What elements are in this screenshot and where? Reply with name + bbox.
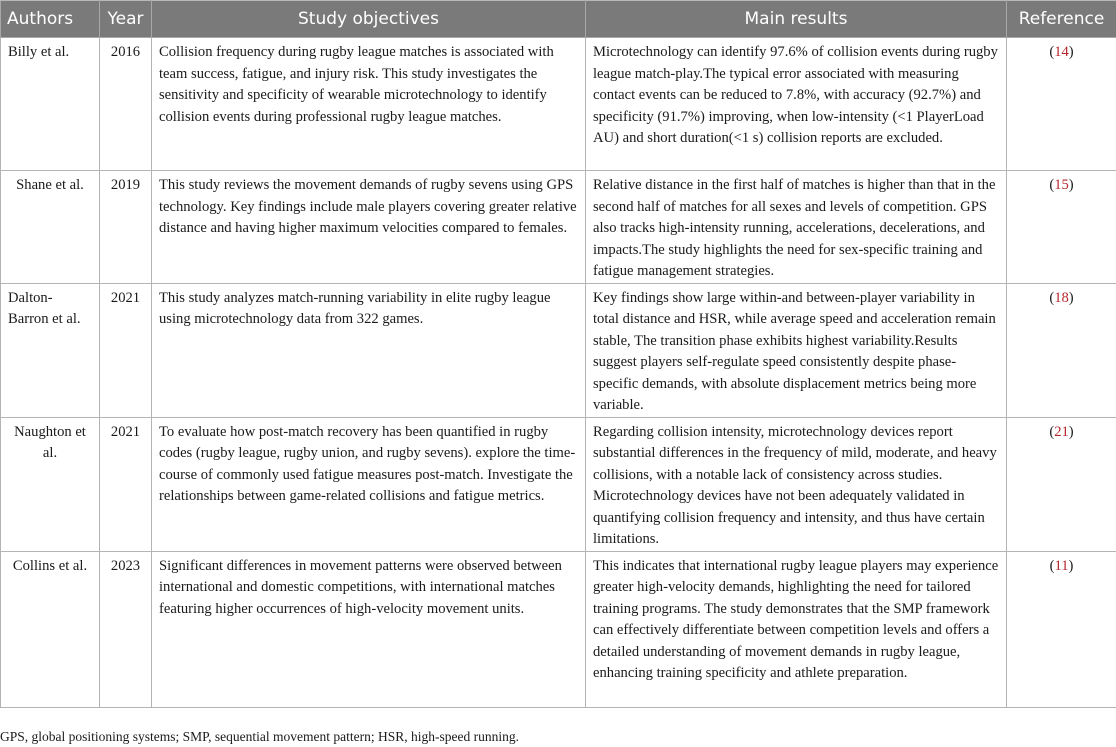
cell-year: 2016: [100, 38, 152, 171]
cell-results: Relative distance in the first half of matches is higher than that in the second half of matches for all sexes and levels of competition. GPS also tracks high-intensity running, accelerations, decelerations, and impacts.The study highlights the need for sex-specific training and fatigue management strategies.: [586, 171, 1007, 284]
table-header-row: [1, 1, 1116, 38]
cell-objectives: This study reviews the movement demands of rugby sevens using GPS technology. Key findings include male players covering greater relative distance and having higher maximum velocities compared to females.: [152, 171, 586, 284]
cell-objectives: To evaluate how post-match recovery has been quantified in rugby codes (rugby league, rugby union, and rugby sevens). explore the time-course of commonly used fatigue measures post-match. Investigate the relationships between game-related collisions and fatigue metrics.: [152, 417, 586, 551]
header-authors: Authors: [1, 1, 100, 38]
header-study-objectives: Study objectives: [152, 1, 586, 38]
cell-authors: Naughton et al.: [1, 417, 100, 551]
cell-year: 2019: [100, 171, 152, 284]
table-footnote: GPS, global positioning systems; SMP, sequential movement pattern; HSR, high-speed running.: [0, 729, 519, 744]
table-row: [1, 38, 1116, 171]
reference-link[interactable]: 18: [1054, 289, 1069, 306]
cell-authors: Shane et al.: [1, 171, 100, 284]
cell-authors: Dalton-Barron et al.: [1, 283, 100, 417]
cell-results: Regarding collision intensity, microtechnology devices report substantial differences in the frequency of mild, moderate, and heavy collisions, with a notable lack of consistency across studies. Microtechnology devices have not been adequately validated in quantifying collision frequency and intensity, and thus have certain limitations.: [586, 417, 1007, 551]
cell-results: This indicates that international rugby league players may experience greater high-velocity demands, highlighting the need for tailored training programs. The study demonstrates that the SMP framework can effectively differentiate between competition levels and offers a detailed understanding of movement demands in rugby league, enhancing training specificity and athlete preparation.: [586, 551, 1007, 707]
cell-year: 2021: [100, 283, 152, 417]
header-reference: Reference: [1007, 1, 1116, 38]
header-year: Year: [100, 1, 152, 38]
cell-reference: (11): [1007, 551, 1116, 707]
table-row: [1, 283, 1116, 417]
header-main-results: Main results: [586, 1, 1007, 38]
cell-results: Key findings show large within-and between-player variability in total distance and HSR, while average speed and acceleration remain stable, The transition phase exhibits highest variability.Results suggest players self-regulate speed consistently despite phase-specific demands, with absolute displacement metrics being more variable.: [586, 283, 1007, 417]
cell-objectives: Significant differences in movement patterns were observed between international and domestic competitions, with international matches featuring higher occurrences of high-velocity movement units.: [152, 551, 586, 707]
table-row: [1, 417, 1116, 551]
cell-objectives: This study analyzes match-running variability in elite rugby league using microtechnology data from 322 games.: [152, 283, 586, 417]
table-row: [1, 551, 1116, 707]
cell-results: Microtechnology can identify 97.6% of collision events during rugby league match-play.The typical error associated with measuring contact events can be reduced to 7.8%, with accuracy (92.7%) and specificity (91.7%) improving, when low-intensity (<1 PlayerLoad AU) and short duration(<1 s) collision reports are excluded.: [586, 38, 1007, 171]
reference-link[interactable]: 14: [1054, 44, 1069, 60]
cell-year: 2021: [100, 417, 152, 551]
cell-reference: (18): [1007, 283, 1116, 417]
cell-reference: (15): [1007, 171, 1116, 284]
cell-reference: (14): [1007, 38, 1116, 171]
reference-link[interactable]: 21: [1054, 423, 1069, 440]
reference-link[interactable]: 15: [1054, 177, 1069, 193]
cell-authors: Billy et al.: [1, 38, 100, 171]
cell-authors: Collins et al.: [1, 551, 100, 707]
reference-link[interactable]: 11: [1054, 557, 1069, 574]
cell-year: 2023: [100, 551, 152, 707]
cell-reference: (21): [1007, 417, 1116, 551]
table-row: [1, 171, 1116, 284]
cell-objectives: Collision frequency during rugby league matches is associated with team success, fatigue, and injury risk. This study investigates the sensitivity and specificity of wearable microtechnology to identify collision events during professional rugby league matches.: [152, 38, 586, 171]
